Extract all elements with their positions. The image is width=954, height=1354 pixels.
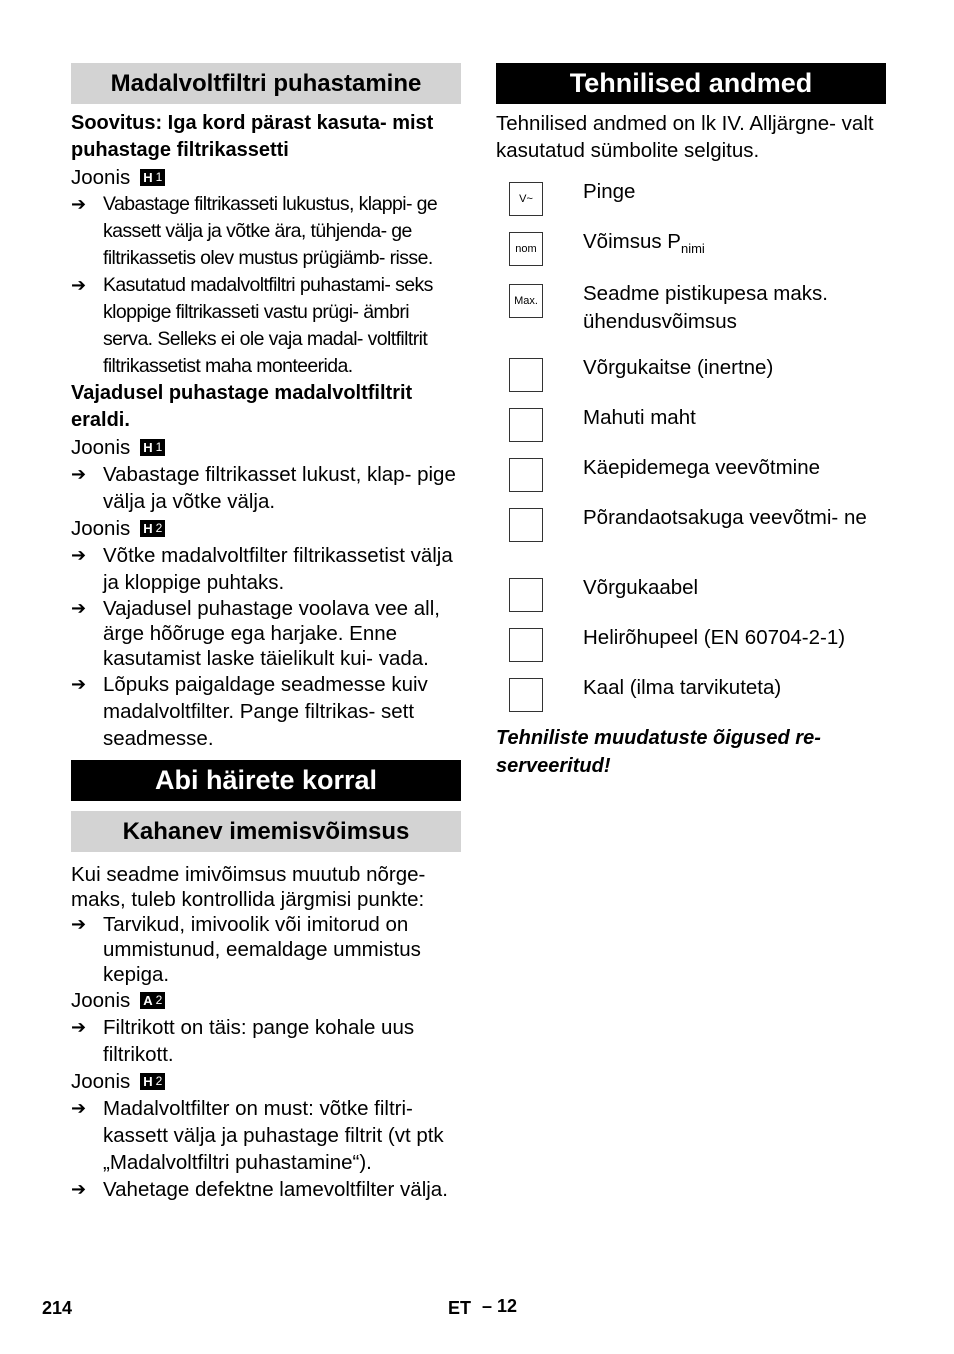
symbol-description [583,178,635,206]
symbol-description [583,504,867,532]
symbol-label: Mahuti maht [583,406,696,429]
page-number: 214 [42,1298,73,1318]
section-heading-troubleshooting: Abi häirete korral [71,760,461,801]
figure-ref [71,164,461,191]
socket-max-icon [509,284,543,318]
arrow-icon: ➔ [71,1179,87,1199]
arrow-icon: ➔ [71,598,87,618]
list-item [71,1095,461,1176]
floor-nozzle-suction-icon [509,508,543,542]
subsection-heading-suction: Kahanev imemisvõimsus [71,811,461,852]
arrow-icon: ➔ [71,1017,87,1037]
technical-intro: Tehnilised andmed on lk IV. Alljärgne- valt kasutatud sümbolite selgitus. [496,112,874,162]
list-item [71,671,461,752]
section-heading-filter-cleaning: Madalvoltfiltri puhastamine [71,63,461,104]
symbol-label-subscript: nimi [680,241,705,256]
figure-badge [140,1073,165,1090]
list-item-text: Vabastage filtrikasseti lukustus, klappi- ge kassett välja ja võtke ära, tühjenda- ge filtrikassetis olev mustus prügiämb- risse. [103,193,438,269]
list-item [71,272,461,380]
list-item-text: Võtke madalvoltfilter filtrikassetist välja ja kloppige puhtaks. [103,544,453,594]
list-item [71,912,461,987]
figure-letter: H [143,440,153,455]
symbol-label: Pinge [583,180,636,203]
figure-badge [140,992,165,1009]
figure-number: 2 [155,993,163,1007]
figure-number: 2 [155,521,163,535]
symbol-description [583,354,773,382]
figure-label: Joonis [71,166,131,189]
symbol-description [583,624,845,652]
separate-cleaning-text: Vajadusel puhastage madalvoltfiltrit eraldi. [71,382,413,431]
list-item [71,596,461,671]
arrow-icon: ➔ [71,674,87,694]
power-icon [509,232,543,266]
list-item [71,1014,461,1068]
figure-badge [140,169,165,186]
list-item-text: Filtrikott on täis: pange kohale uus filtrikott. [103,1016,415,1066]
list-item [71,1176,461,1203]
figure-letter: H [143,521,153,536]
right-column [496,63,886,780]
symbol-row [496,178,886,218]
figure-ref [71,1068,461,1095]
symbol-row [496,354,886,394]
figure-letter: H [143,170,153,185]
language-code: ET [448,1298,472,1318]
symbol-label: Käepidemega veevõtmine [583,456,821,479]
list-item-text: Lõpuks paigaldage seadmesse kuiv madalvoltfilter. Pange filtrikas- sett seadmesse. [103,673,428,750]
section-heading-technical-data: Tehnilised andmed [496,63,886,104]
symbol-label: Helirõhupeel (EN 60704-2-1) [583,626,846,649]
container-icon [509,408,543,442]
symbol-label: Võrgukaabel [583,576,699,599]
symbol-description [583,574,698,602]
symbol-label: Põrandaotsakuga veevõtmi- ne [583,506,867,529]
symbol-description [583,674,781,702]
figure-label: Joonis [71,1070,131,1093]
symbol-row [496,674,886,714]
figure-ref [71,515,461,542]
symbol-row [496,228,886,268]
list-item-text: Madalvoltfilter on must: võtke filtri- kassett välja ja puhastage filtrit (vt ptk „Madalvoltfiltri puhastamine“). [103,1097,444,1174]
symbol-label: Kaal (ilma tarvikuteta) [583,676,782,699]
symbol-label: Seadme pistikupesa maks. ühendusvõimsus [583,282,828,333]
arrow-icon: ➔ [71,914,87,934]
list-item-text: Vahetage defektne lamevoltfilter välja. [103,1178,448,1201]
symbol-row [496,574,886,614]
figure-badge [140,520,165,537]
symbol-description [583,228,705,263]
figure-label: Joonis [71,989,131,1012]
symbol-description [583,404,696,432]
figure-ref [71,987,461,1014]
figure-number: 1 [155,440,163,454]
arrow-icon: ➔ [71,464,87,484]
symbol-row [496,504,886,562]
arrow-icon: ➔ [71,194,86,214]
figure-label: Joonis [71,517,131,540]
list-item [71,461,461,515]
symbol-row [496,280,886,338]
power-cable-icon [509,578,543,612]
figure-label: Joonis [71,436,131,459]
recommendation-text: Soovitus: Iga kord pärast kasuta- mist puhastage filtrikassetti [71,112,434,161]
symbol-list [496,178,886,714]
section-page-number: – 12 [482,1296,518,1316]
symbol-glyph: nom [515,243,537,255]
rights-note: Tehniliste muudatuste õigused re- serveeritud! [496,727,821,777]
figure-number: 2 [155,1074,163,1088]
arrow-icon: ➔ [71,275,86,295]
figure-ref [71,434,461,461]
arrow-icon: ➔ [71,545,87,565]
left-column [71,63,461,1203]
symbol-row [496,454,886,494]
figure-letter: H [143,1074,153,1089]
sound-level-icon [509,628,543,662]
symbol-row [496,404,886,444]
list-item [71,542,461,596]
list-item-text: Kasutatud madalvoltfiltri puhastami- seks kloppige filtrikasseti vastu prügi- ämbri serva. Selleks ei ole vaja madal- voltfiltrit filtrikassetist maha monteerida. [103,274,433,377]
symbol-label: Võimsus P [583,230,681,253]
symbol-row [496,624,886,664]
fuse-icon [509,358,543,392]
figure-letter: A [143,993,153,1008]
symbol-glyph: Max. [514,295,538,307]
figure-number: 1 [155,170,163,184]
figure-badge [140,439,165,456]
list-item [71,191,461,272]
list-item-text: Vabastage filtrikasset lukust, klap- pige välja ja võtke välja. [103,463,456,513]
symbol-description [583,454,820,482]
voltage-icon [509,182,543,216]
arrow-icon: ➔ [71,1098,87,1118]
weight-icon [509,678,543,712]
list-item-text: Vajadusel puhastage voolava vee all, ärge hõõruge ega harjake. Enne kasutamist laske täielikult kui- vada. [103,597,440,670]
suction-intro: Kui seadme imivõimsus muutub nõrge- maks, tuleb kontrollida järgmisi punkte: [71,863,426,911]
list-item-text: Tarvikud, imivoolik või imitorud on ummistunud, eemaldage ummistus kepiga. [103,913,421,986]
symbol-description [583,280,886,336]
symbol-label: Võrgukaitse (inertne) [583,356,774,379]
symbol-glyph: V~ [519,193,533,205]
handle-suction-icon [509,458,543,492]
